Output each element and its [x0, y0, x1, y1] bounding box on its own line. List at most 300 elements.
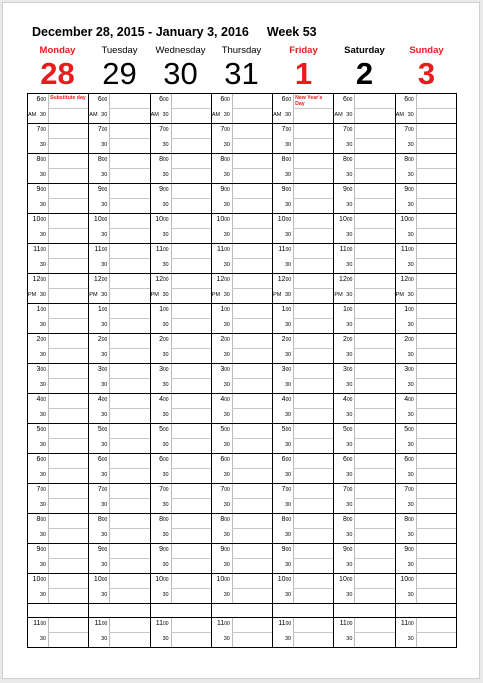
hour-value: 9: [281, 546, 286, 553]
time-slot[interactable]: [334, 544, 395, 574]
time-slot[interactable]: [334, 394, 395, 424]
time-slot[interactable]: [89, 574, 150, 604]
minute-label: 00: [101, 427, 108, 433]
minute-label: 00: [408, 367, 414, 373]
time-slot[interactable]: [273, 214, 334, 244]
half-hour-label: 30: [101, 142, 108, 148]
half-hour-divider: [48, 168, 88, 169]
hour-value: 5: [220, 426, 225, 433]
time-slot[interactable]: [211, 184, 272, 214]
half-hour-divider: [354, 468, 394, 469]
time-slot[interactable]: [395, 574, 456, 604]
half-hour-divider: [109, 168, 149, 169]
time-slot[interactable]: [150, 454, 211, 484]
time-slot[interactable]: [89, 618, 150, 648]
hour-value: 7: [404, 486, 409, 493]
half-hour-divider: [48, 528, 88, 529]
time-slot[interactable]: [273, 94, 334, 124]
half-hour-label: 30: [101, 382, 108, 388]
hour-value: 4: [97, 396, 102, 403]
time-slot[interactable]: [150, 424, 211, 454]
time-slot[interactable]: [211, 618, 272, 648]
hour-label: [89, 620, 107, 628]
time-slot[interactable]: [150, 484, 211, 514]
time-slot[interactable]: [211, 334, 272, 364]
day-header-tuesday: [89, 45, 150, 90]
hour-value: 6: [404, 456, 409, 463]
minute-label: 00: [224, 367, 230, 373]
time-slot[interactable]: [273, 184, 334, 214]
time-slot[interactable]: [28, 394, 89, 424]
hour-row: [28, 544, 457, 574]
half-hour-label: 30: [346, 262, 353, 268]
time-slot[interactable]: [150, 618, 211, 648]
time-slot[interactable]: [89, 214, 150, 244]
time-slot[interactable]: [334, 514, 395, 544]
hour-label: [396, 426, 414, 434]
half-hour-label: 30: [162, 142, 169, 148]
time-slot[interactable]: [28, 304, 89, 334]
minute-label: 00: [163, 247, 169, 253]
half-hour-divider: [354, 138, 394, 139]
half-hour-divider: [416, 588, 456, 589]
hour-value: 11: [94, 246, 102, 253]
time-slot[interactable]: [89, 364, 150, 394]
hour-label: [151, 186, 169, 194]
hour-value: 10: [32, 576, 41, 583]
half-hour-divider: [109, 498, 149, 499]
time-slot[interactable]: [150, 574, 211, 604]
time-slot[interactable]: [89, 454, 150, 484]
time-slot[interactable]: [89, 484, 150, 514]
half-hour-label: 30: [39, 352, 46, 358]
half-hour-label: 30: [39, 472, 46, 478]
half-hour-divider: [109, 318, 149, 319]
minute-label: 00: [163, 277, 169, 283]
minute-label: 00: [40, 97, 46, 103]
hour-label: [28, 216, 46, 224]
minute-label: 00: [408, 307, 414, 313]
time-slot[interactable]: [211, 304, 272, 334]
time-slot[interactable]: [28, 124, 89, 154]
half-hour-label: 30: [101, 172, 108, 178]
time-slot[interactable]: [395, 214, 456, 244]
time-slot[interactable]: [334, 154, 395, 184]
minute-label: 00: [346, 547, 353, 553]
hour-label: [151, 516, 169, 524]
half-hour-divider: [293, 468, 333, 469]
hour-label: [273, 576, 291, 584]
hour-value: 12: [93, 276, 102, 283]
time-slot[interactable]: [150, 124, 211, 154]
half-hour-label: 30: [407, 636, 414, 642]
time-slot[interactable]: [211, 364, 272, 394]
time-slot[interactable]: [150, 334, 211, 364]
time-slot[interactable]: [28, 334, 89, 364]
time-slot[interactable]: [273, 334, 334, 364]
minute-label: 00: [40, 277, 46, 283]
half-hour-divider: [109, 228, 149, 229]
minute-label: 00: [40, 547, 46, 553]
half-hour-label: 30: [407, 592, 414, 598]
half-hour-divider: [48, 498, 88, 499]
half-hour-label: 30: [162, 322, 169, 328]
time-slot[interactable]: [150, 544, 211, 574]
minute-label: 00: [40, 397, 46, 403]
time-slot[interactable]: [395, 124, 456, 154]
hour-row: [28, 274, 457, 304]
half-hour-divider: [354, 168, 394, 169]
time-slot[interactable]: [89, 184, 150, 214]
time-slot[interactable]: [334, 424, 395, 454]
time-slot[interactable]: [273, 618, 334, 648]
time-slot[interactable]: [150, 244, 211, 274]
half-hour-divider: [354, 318, 394, 319]
hour-value: 8: [159, 516, 163, 523]
hour-row: [28, 364, 457, 394]
time-slot[interactable]: [273, 514, 334, 544]
time-slot[interactable]: [334, 244, 395, 274]
half-hour-divider: [232, 198, 272, 199]
hour-value: 9: [159, 546, 163, 553]
minute-label: 00: [285, 621, 292, 627]
hour-label: [151, 216, 169, 224]
time-slot[interactable]: [395, 618, 456, 648]
time-slot[interactable]: [211, 454, 272, 484]
time-slot[interactable]: [150, 274, 211, 304]
hour-label: [396, 276, 414, 284]
minute-label: 00: [285, 157, 292, 163]
time-slot[interactable]: [89, 304, 150, 334]
half-hour-divider: [293, 198, 333, 199]
minute-label: 00: [101, 621, 108, 627]
hour-label: [396, 456, 414, 464]
half-hour-label: 30: [39, 292, 46, 298]
half-hour-label: 30: [223, 532, 230, 538]
half-hour-label: 30: [346, 112, 353, 118]
time-slot[interactable]: [211, 244, 272, 274]
hour-value: 11: [278, 246, 286, 253]
time-slot[interactable]: [89, 124, 150, 154]
half-hour-label: 30: [285, 502, 292, 508]
time-slot[interactable]: [150, 94, 211, 124]
time-slot[interactable]: [28, 184, 89, 214]
time-slot[interactable]: [211, 604, 272, 618]
time-slot[interactable]: [28, 484, 89, 514]
half-hour-label: 30: [223, 172, 230, 178]
hour-label: [28, 426, 46, 434]
minute-label: 00: [224, 577, 230, 583]
time-slot[interactable]: [395, 154, 456, 184]
minute-label: 00: [101, 457, 108, 463]
half-hour-divider: [416, 288, 456, 289]
time-slot[interactable]: [395, 94, 456, 124]
half-hour-divider: [109, 468, 149, 469]
time-slot[interactable]: [150, 304, 211, 334]
time-slot[interactable]: [334, 334, 395, 364]
time-slot[interactable]: [28, 454, 89, 484]
time-slot[interactable]: [273, 244, 334, 274]
hour-value: 5: [159, 426, 163, 433]
minute-label: 00: [163, 397, 169, 403]
time-slot[interactable]: [395, 364, 456, 394]
time-slot[interactable]: [89, 154, 150, 184]
time-slot[interactable]: [89, 604, 150, 618]
time-slot[interactable]: [273, 424, 334, 454]
half-hour-label: 30: [223, 292, 230, 298]
minute-label: 00: [101, 187, 108, 193]
minute-label: 00: [285, 397, 292, 403]
hour-value: 12: [32, 276, 41, 283]
half-hour-divider: [416, 228, 456, 229]
time-slot[interactable]: [28, 154, 89, 184]
hour-label: [89, 216, 107, 224]
half-hour-divider: [232, 632, 272, 633]
minute-label: 00: [408, 487, 414, 493]
minute-label: 00: [285, 97, 292, 103]
hour-value: 10: [339, 216, 347, 223]
minute-label: 00: [101, 277, 108, 283]
minute-label: 00: [40, 217, 46, 223]
half-hour-label: 30: [39, 532, 46, 538]
time-slot[interactable]: [28, 364, 89, 394]
time-slot[interactable]: [395, 244, 456, 274]
half-hour-label: 30: [101, 112, 108, 118]
time-slot[interactable]: [395, 304, 456, 334]
time-slot[interactable]: [28, 274, 89, 304]
hour-label: [151, 96, 169, 104]
minute-label: 00: [408, 547, 414, 553]
time-slot[interactable]: [334, 184, 395, 214]
time-slot[interactable]: [28, 544, 89, 574]
hour-value: 4: [220, 396, 225, 403]
time-slot[interactable]: [89, 544, 150, 574]
hour-label: [334, 620, 352, 628]
day-header-thursday: [211, 45, 272, 90]
time-slot[interactable]: [28, 574, 89, 604]
time-slot[interactable]: [334, 574, 395, 604]
half-hour-divider: [232, 378, 272, 379]
day-number: 30: [163, 56, 198, 91]
time-slot[interactable]: [334, 604, 395, 618]
hour-value: 8: [220, 156, 225, 163]
time-slot[interactable]: [273, 124, 334, 154]
half-hour-divider: [293, 632, 333, 633]
day-name: Sunday: [409, 45, 444, 56]
time-slot[interactable]: [211, 514, 272, 544]
hour-label: [151, 486, 169, 494]
hour-label: [212, 186, 230, 194]
half-hour-label: 30: [285, 472, 292, 478]
time-slot[interactable]: [211, 394, 272, 424]
time-slot[interactable]: [150, 154, 211, 184]
half-hour-divider: [416, 498, 456, 499]
hour-label: [212, 306, 230, 314]
half-hour-divider: [416, 558, 456, 559]
half-hour-label: 30: [223, 636, 230, 642]
time-slot[interactable]: [211, 574, 272, 604]
hour-label: [396, 336, 414, 344]
time-slot[interactable]: [273, 154, 334, 184]
page-header: [32, 25, 317, 39]
hour-value: 7: [97, 126, 102, 133]
hour-label: [89, 336, 107, 344]
time-slot[interactable]: [334, 214, 395, 244]
half-hour-label: 30: [407, 292, 414, 298]
time-slot[interactable]: [150, 214, 211, 244]
half-hour-divider: [109, 138, 149, 139]
time-slot[interactable]: [395, 274, 456, 304]
half-hour-label: 30: [162, 382, 169, 388]
hour-label: [212, 620, 230, 628]
time-slot[interactable]: [28, 214, 89, 244]
hour-label: [151, 156, 169, 164]
time-slot[interactable]: [89, 424, 150, 454]
time-slot[interactable]: [395, 454, 456, 484]
half-hour-label: 30: [346, 592, 353, 598]
half-hour-label: 30: [346, 412, 353, 418]
half-hour-label: 30: [346, 562, 353, 568]
ampm-label: PM: [211, 292, 221, 298]
hour-value: 6: [281, 456, 286, 463]
minute-label: 00: [346, 427, 353, 433]
hour-value: 3: [220, 366, 225, 373]
half-hour-divider: [293, 138, 333, 139]
hour-value: 9: [36, 186, 41, 193]
time-slot[interactable]: [150, 514, 211, 544]
time-slot[interactable]: [273, 304, 334, 334]
time-slot[interactable]: [89, 244, 150, 274]
half-hour-label: 30: [346, 142, 353, 148]
time-slot[interactable]: [334, 454, 395, 484]
half-hour-divider: [416, 438, 456, 439]
hour-value: 7: [281, 486, 286, 493]
minute-label: 00: [285, 427, 292, 433]
time-slot[interactable]: [334, 618, 395, 648]
half-hour-divider: [293, 498, 333, 499]
time-slot[interactable]: [28, 618, 89, 648]
time-slot[interactable]: [273, 544, 334, 574]
ampm-label: PM: [273, 292, 282, 298]
hour-label: [273, 620, 291, 628]
time-slot[interactable]: [211, 214, 272, 244]
half-hour-divider: [232, 438, 272, 439]
time-slot[interactable]: [211, 484, 272, 514]
time-slot[interactable]: [28, 514, 89, 544]
time-slot[interactable]: [28, 424, 89, 454]
hour-value: 10: [32, 216, 41, 223]
time-slot[interactable]: [334, 124, 395, 154]
time-slot[interactable]: [211, 424, 272, 454]
time-slot[interactable]: [273, 484, 334, 514]
half-hour-label: 30: [285, 532, 292, 538]
time-slot[interactable]: [273, 394, 334, 424]
time-slot[interactable]: [28, 604, 89, 618]
time-slot[interactable]: [395, 334, 456, 364]
hour-label: [151, 126, 169, 134]
hour-value: 9: [97, 546, 102, 553]
hour-label: [89, 126, 107, 134]
half-hour-label: 30: [101, 532, 108, 538]
hour-label: [28, 620, 46, 628]
time-slot[interactable]: [273, 604, 334, 618]
time-slot[interactable]: [150, 184, 211, 214]
time-slot[interactable]: [273, 574, 334, 604]
half-hour-label: 30: [162, 172, 169, 178]
time-slot[interactable]: [334, 274, 395, 304]
half-hour-divider: [109, 348, 149, 349]
time-slot[interactable]: [334, 94, 395, 124]
minute-label: 00: [285, 577, 292, 583]
half-hour-divider: [293, 408, 333, 409]
time-slot[interactable]: [211, 154, 272, 184]
half-hour-divider: [232, 108, 272, 109]
hour-value: 3: [159, 366, 163, 373]
time-slot[interactable]: [395, 184, 456, 214]
time-slot[interactable]: [150, 364, 211, 394]
time-slot[interactable]: [28, 94, 89, 124]
half-hour-label: 30: [101, 442, 108, 448]
time-slot[interactable]: [211, 94, 272, 124]
hour-label: [28, 186, 46, 194]
time-slot[interactable]: [395, 394, 456, 424]
time-slot[interactable]: [211, 124, 272, 154]
hour-value: 2: [281, 336, 286, 343]
time-slot[interactable]: [273, 364, 334, 394]
time-slot[interactable]: [395, 604, 456, 618]
time-slot[interactable]: [89, 394, 150, 424]
time-slot[interactable]: [334, 304, 395, 334]
time-slot[interactable]: [28, 244, 89, 274]
half-hour-divider: [109, 108, 149, 109]
time-slot[interactable]: [395, 514, 456, 544]
hour-label: [212, 396, 230, 404]
half-hour-label: 30: [162, 472, 169, 478]
hour-row: [28, 574, 457, 604]
time-slot[interactable]: [89, 514, 150, 544]
time-slot[interactable]: [211, 544, 272, 574]
half-hour-divider: [171, 632, 211, 633]
time-slot[interactable]: [395, 424, 456, 454]
half-hour-divider: [109, 632, 149, 633]
hour-value: 4: [281, 396, 286, 403]
time-slot[interactable]: [334, 364, 395, 394]
half-hour-label: 30: [162, 202, 169, 208]
day-name: Monday: [39, 45, 76, 56]
minute-label: 00: [101, 487, 108, 493]
time-slot[interactable]: [395, 484, 456, 514]
half-hour-divider: [416, 632, 456, 633]
time-slot[interactable]: [89, 274, 150, 304]
time-slot[interactable]: [273, 454, 334, 484]
time-slot[interactable]: [395, 544, 456, 574]
time-slot[interactable]: [89, 94, 150, 124]
time-slot[interactable]: [334, 484, 395, 514]
hour-value: 9: [220, 546, 225, 553]
hour-label: [212, 336, 230, 344]
ampm-label: AM: [273, 112, 282, 118]
minute-label: 00: [408, 427, 414, 433]
time-slot[interactable]: [89, 334, 150, 364]
time-slot[interactable]: [273, 274, 334, 304]
time-slot[interactable]: [211, 274, 272, 304]
hour-label: [273, 486, 291, 494]
ampm-label: AM: [334, 112, 343, 118]
hour-label: [151, 456, 169, 464]
time-slot[interactable]: [150, 604, 211, 618]
time-slot[interactable]: [150, 394, 211, 424]
half-hour-divider: [416, 378, 456, 379]
